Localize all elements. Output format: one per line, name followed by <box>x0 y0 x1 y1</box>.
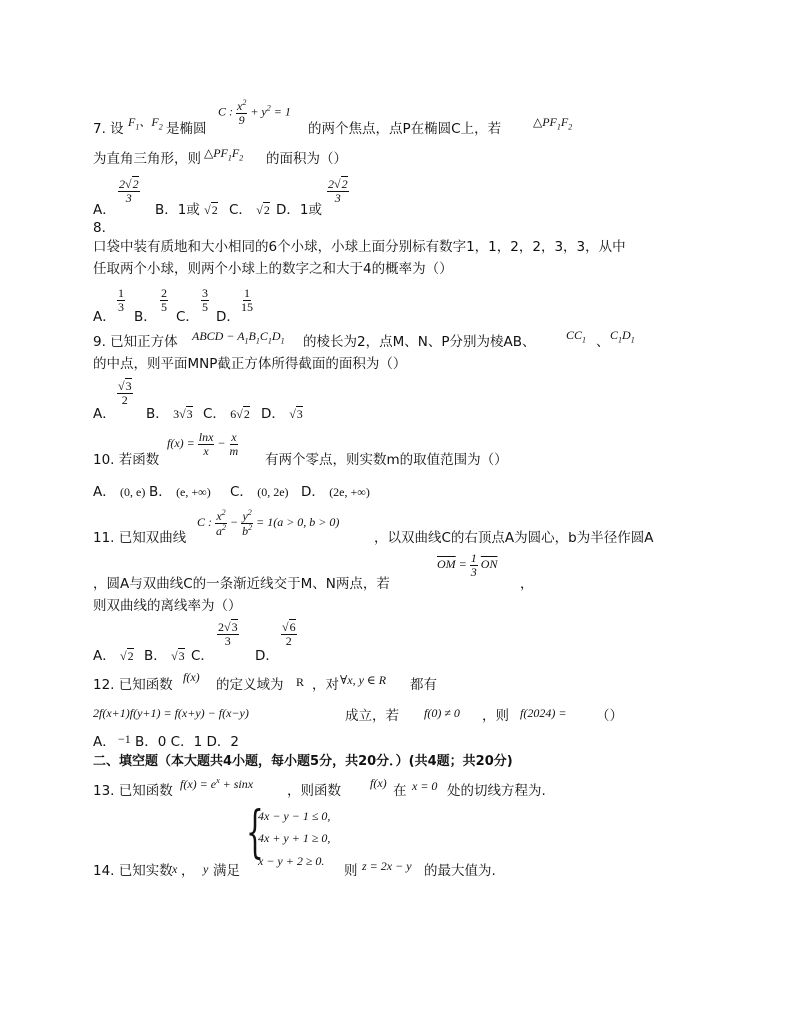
q7-opt-a-label: A． <box>93 202 116 218</box>
q9-opt-a: $\frac{√3}{2}$ <box>118 379 132 407</box>
q14-text-3: 满足 <box>213 863 240 879</box>
q7-text-4: 为直角三角形，则 <box>93 151 201 167</box>
q7-opt-a: $\frac{2√2}{3}$ <box>119 177 139 205</box>
q8-opt-b-label: B． <box>134 309 157 325</box>
q10-opt-b: B． (e, +∞) <box>149 484 211 500</box>
q10-text-2: 有两个零点，则实数m的取值范围为（） <box>265 452 508 468</box>
q10-opt-a: A． (0, e) <box>93 484 146 500</box>
q10-text-1: 10. 若函数 <box>93 452 160 468</box>
q12-forall: ∀x, y ∈ R <box>340 673 387 687</box>
q9-opt-d: D． √3 <box>261 406 303 422</box>
q11-text-2: ，以双曲线C的右顶点A为圆心，b为半径作圆A <box>374 530 654 546</box>
q14-text-1: 14. 已知实数 <box>93 863 173 879</box>
q9-line-2: 的中点，则平面MNP截正方体所得截面的面积为（） <box>93 356 407 372</box>
q12-opts-rest: B．0 C．1 D．2 <box>135 734 239 750</box>
q12-f2024: f(2024) = <box>520 706 567 720</box>
q9-text-2: 的棱长为2，点M、N、P分别为棱AB、 <box>303 334 536 350</box>
q13-point: x = 0 <box>412 779 438 793</box>
q12-opt-a-value: −1 <box>118 732 131 746</box>
q8-opt-c-label: C． <box>176 309 199 325</box>
q7-opt-d-label: D．1或 <box>276 202 322 218</box>
q11-opt-b: B． √3 <box>144 648 185 664</box>
q10-opt-d: D． (2e, +∞) <box>301 484 370 500</box>
q9-opt-a-label: A． <box>93 406 116 422</box>
q8-opt-a: $\frac{1}{3}$ <box>118 286 124 314</box>
q12-fx: f(x) <box>183 670 200 684</box>
q12-text-5: 成立，若 <box>345 708 399 724</box>
q7-foci: $F_1$、$F_2$ <box>128 115 163 132</box>
q8-line-2: 任取两个小球，则两个小球上的数字之和大于4的概率为（） <box>93 261 453 277</box>
q7-opt-d: $\frac{2√2}{3}$ <box>328 177 348 205</box>
section-2-heading: 二、填空题（本大题共4小题，每小题5分，共20分．）(共4题；共20分) <box>93 754 513 769</box>
q13-text-3: 在 <box>393 783 407 799</box>
q14-objective: z = 2x − y <box>362 859 412 873</box>
q14-text-5: 的最大值为. <box>424 863 496 879</box>
q12-text-1: 12. 已知函数 <box>93 677 173 693</box>
q12-functional-eq: 2f(x+1)f(y+1) = f(x+y) − f(x−y) <box>93 706 249 720</box>
q13-fx: f(x) <box>370 776 387 790</box>
q12-text-7: （） <box>596 708 623 724</box>
q7-opt-b: B．1或 √2 <box>155 202 218 218</box>
q11-opt-a: A． √2 <box>93 648 134 664</box>
q12-condition: f(0) ≠ 0 <box>424 706 460 720</box>
q7-text-3: 的两个焦点，点P在椭圆C上，若 <box>308 121 502 137</box>
q13-text-4: 处的切线方程为. <box>447 783 546 799</box>
q8-number: 8. <box>93 220 106 236</box>
q11-text-1: 11. 已知双曲线 <box>93 530 187 546</box>
q14-var-y: y <box>203 862 209 876</box>
q10-opt-c: C． (0, 2e) <box>230 484 289 500</box>
q12-text-6: ，则 <box>482 708 509 724</box>
q12-domain-r: R <box>296 675 305 689</box>
q12-text-3: ，对 <box>312 677 339 693</box>
q7-text-5: 的面积为（） <box>266 151 347 167</box>
q11-vector-relation: $\overline{OM}$ = $\frac{1}{3}$ $\overline{ON}$ <box>437 551 498 579</box>
q8-opt-c: $\frac{3}{5}$ <box>202 286 208 314</box>
q11-opt-c-label: C． <box>191 648 214 664</box>
q13-text-1: 13. 已知函数 <box>93 783 173 799</box>
q11-opt-d-label: D． <box>255 648 279 664</box>
q11-line-3: 则双曲线的离线率为（） <box>93 598 242 614</box>
q12-text-2: 的定义域为 <box>216 677 284 693</box>
q7-opt-c: C． √2 <box>229 202 270 218</box>
q8-opt-d-label: D． <box>216 309 240 325</box>
q14-constraint-1: 4x − y − 1 ≤ 0, <box>258 809 331 823</box>
q8-opt-b: $\frac{2}{5}$ <box>161 286 167 314</box>
q11-opt-c: $\frac{2√3}{3}$ <box>218 620 238 648</box>
q11-hyperbola: C : $\frac{x^2}{a^2}$ − $\frac{y^2}{b^2}$ = 1(a > 0, b > 0) <box>197 508 340 538</box>
q9-opt-c: C． 6√2 <box>203 406 250 422</box>
q7-text-2: 是椭圆 <box>166 121 207 137</box>
q14-var-x: x <box>172 862 178 876</box>
q7-triangle-2: $\triangle PF_1F_2$ <box>204 146 244 163</box>
q12-opt-a-label: A． <box>93 734 116 750</box>
q9-cube: ABCD − $A_1B_1C_1D_1$ <box>192 329 285 346</box>
q7-ellipse-formula: C : $\frac{x^2}{9}$ + $y^2 = 1$ <box>218 98 291 127</box>
q9-edge-cc1: $CC_1$ <box>566 328 587 345</box>
q13-function: $f(x) = e^x + \sin x$ <box>180 776 254 791</box>
q14-text-2: ， <box>181 863 195 879</box>
q10-function: f(x) = $\frac{\ln x}{x}$ − $\frac{x}{m}$ <box>167 430 239 458</box>
q14-constraint-3: x − y + 2 ≥ 0. <box>258 854 325 868</box>
q9-opt-b: B． 3√3 <box>146 406 193 422</box>
q9-text-3: 、 <box>596 334 610 350</box>
q8-opt-a-label: A． <box>93 309 116 325</box>
q9-text-1: 9. 已知正方体 <box>93 334 178 350</box>
q14-brace: { <box>246 800 264 865</box>
q11-text-4: ， <box>520 576 534 592</box>
q11-text-3: ，圆A与双曲线C的一条渐近线交于M、N两点，若 <box>93 576 390 592</box>
q11-opt-d: $\frac{√6}{2}$ <box>282 620 296 648</box>
q12-text-4: 都有 <box>410 677 437 693</box>
q13-text-2: ，则函数 <box>287 783 341 799</box>
q8-line-1: 口袋中装有质地和大小相同的6个小球，小球上面分别标有数字1，1，2，2，3，3，从中 <box>93 239 626 255</box>
q14-constraint-2: 4x + y + 1 ≥ 0, <box>258 831 331 845</box>
q7-triangle: $\triangle PF_1F_2$ <box>533 115 573 132</box>
q8-opt-d: $\frac{1}{15}$ <box>241 286 253 314</box>
q14-text-4: 则 <box>344 863 358 879</box>
q9-edge-c1d1: $C_1D_1$ <box>610 328 635 345</box>
q7-text-1: 7. 设 <box>93 121 124 137</box>
